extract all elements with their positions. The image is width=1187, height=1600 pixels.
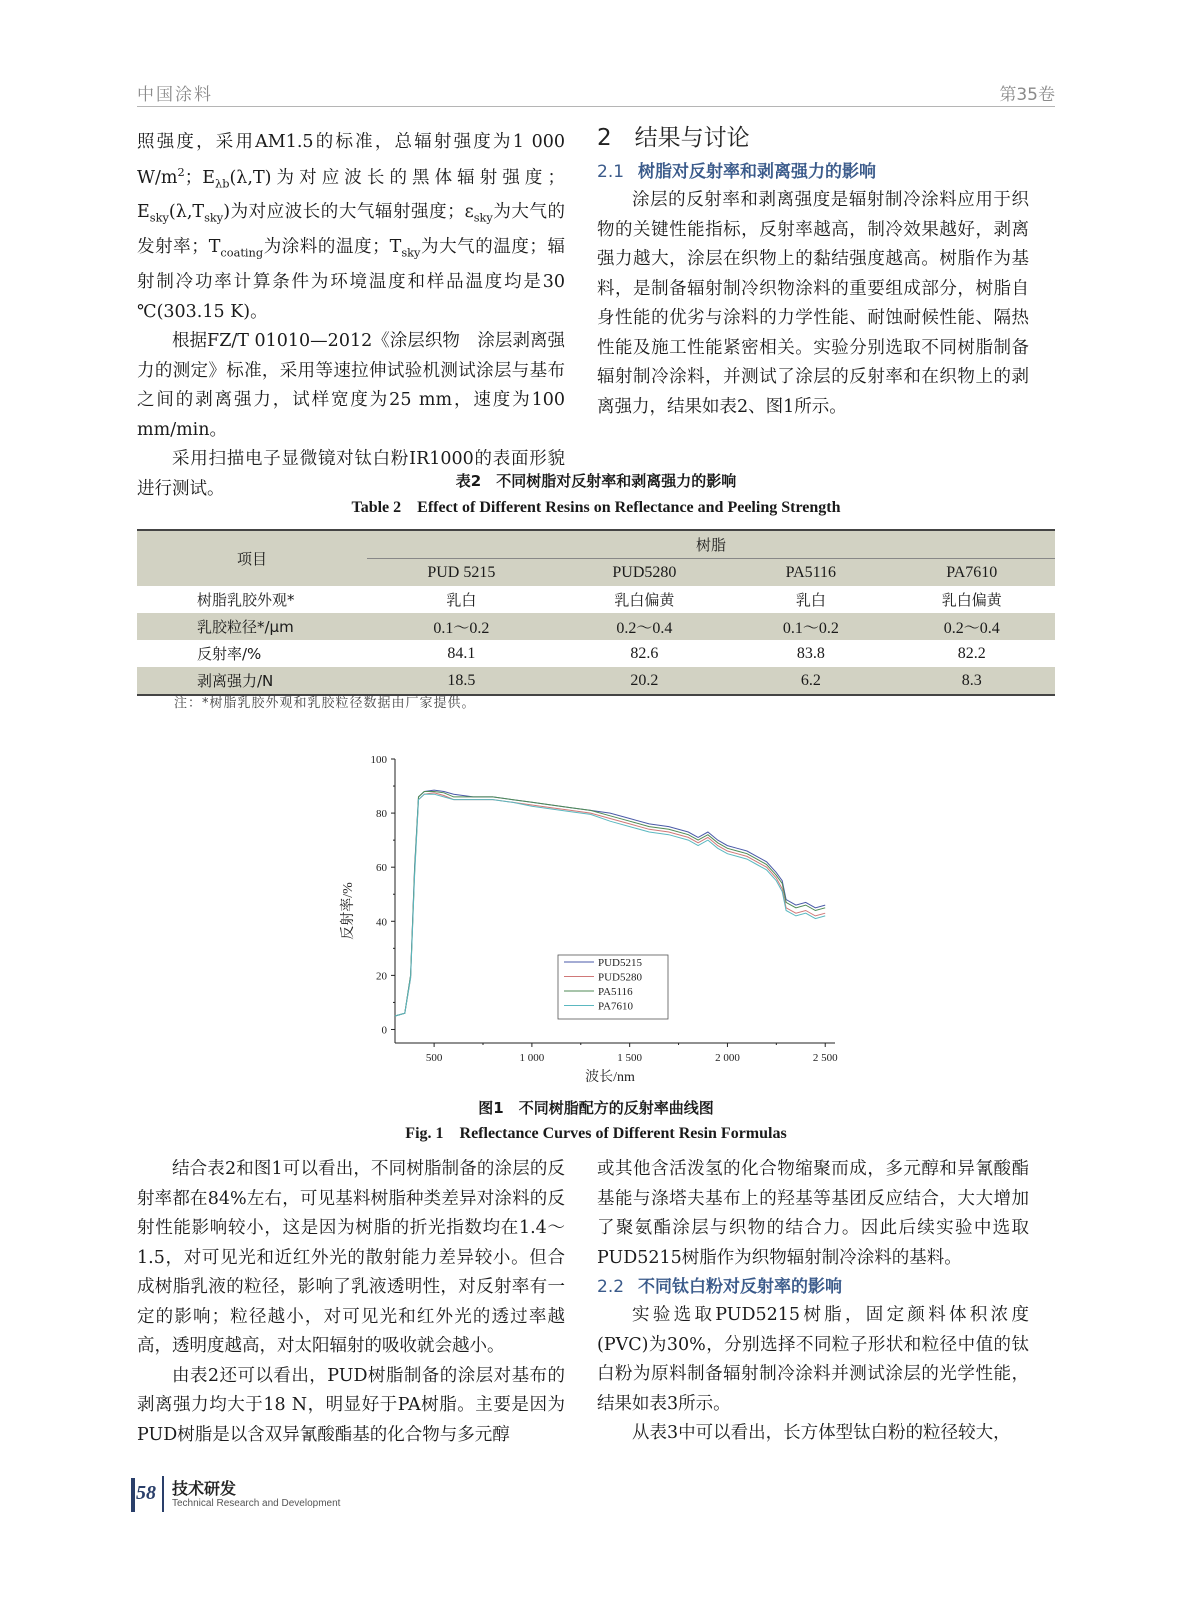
table-cell: 82.6 — [630, 644, 659, 662]
y-tick-label: 40 — [376, 916, 387, 929]
paragraph-discussion-2: 由表2还可以看出，PUD树脂制备的涂层对基布的剥离强力均大于18 N，明显好于PA树脂。主要是因为PUD树脂是以含双异氰酸酯基的化合物与多元醇 — [137, 1365, 565, 1445]
paragraph-discussion-1: 结合表2和图1可以看出，不同树脂制备的涂层的反射率都在84%左右，可见基料树脂种类差异对涂料的反射性能影响较小，这是因为树脂的折光指数均在1.4～1.5，对可见光和近红外光的散射能力差异较小。但合成树脂乳液的粒径，影响了乳液透明性，对反射率有一定的影响；粒径越小，对可见光和红外光的透过率越高，透明度越高，对太阳辐射的吸收就会越小。 — [137, 1159, 565, 1356]
y-tick-label: 0 — [381, 1024, 387, 1037]
chart-axes — [340, 754, 850, 1085]
table-cell: 0.1～0.2 — [782, 620, 839, 637]
table-cell: 乳白 — [446, 591, 477, 609]
figure-caption-en: Fig. 1 Reflectance Curves of Different Resin Formulas — [405, 1125, 787, 1142]
chart-legend — [558, 955, 668, 1019]
x-axis-label: 波长/nm — [585, 1070, 635, 1085]
resin-table — [137, 529, 1055, 696]
header-divider — [137, 106, 1055, 107]
right-column-top — [597, 122, 1029, 422]
y-tick-label: 20 — [376, 970, 387, 983]
legend-label: PUD5280 — [598, 971, 643, 984]
section-title: 2 结果与讨论 — [597, 125, 750, 151]
paragraph-peel-method: 根据FZ/T 01010—2012《涂层织物 涂层剥离强力的测定》标准，采用等速拉伸试验机测试涂层与基布之间的剥离强力，试样宽度为25 mm，速度为100 mm/min。 — [137, 331, 565, 440]
column-header: PUD 5215 — [427, 563, 496, 581]
table-cell: 乳白偏黄 — [614, 591, 675, 609]
x-tick-label: 500 — [425, 1052, 443, 1064]
legend-label: PA5116 — [598, 986, 633, 998]
table-cell: 0.2～0.4 — [616, 620, 673, 637]
y-tick-label: 60 — [376, 862, 387, 875]
page-number: 58 — [136, 1482, 156, 1504]
figure-caption-cn: 图1 不同树脂配方的反射率曲线图 — [478, 1099, 714, 1117]
reflectance-chart — [330, 745, 850, 1095]
paragraph-discussion-3: 或其他含活泼氢的化合物缩聚而成，多元醇和异氰酸酯基能与涤塔夫基布上的羟基等基团反应结合，大大增加了聚氨酯涂层与织物的结合力。因此后续实验中选取PUD5215树脂作为织物辐射制冷涂料的基料。 — [597, 1159, 1029, 1268]
table-cell: 6.2 — [733, 667, 888, 695]
row-label: 乳胶粒径*/μm — [197, 618, 294, 636]
table-cell: 乳白 — [795, 591, 826, 609]
table-cell: 20.2 — [556, 667, 734, 695]
paragraph-titanium-intro: 实验选取PUD5215树脂，固定颜料体积浓度(PVC)为30%，分别选择不同粒子形状和粒径中值的钛白粉为原料制备辐射制冷涂料并测试涂层的光学性能，结果如表3所示。 — [597, 1305, 1029, 1414]
table-cell: 83.8 — [796, 644, 825, 662]
journal-name: 中国涂料 — [137, 85, 213, 105]
legend-label: PA7610 — [598, 1000, 634, 1013]
table-row — [137, 667, 1055, 695]
paragraph-resin-intro: 涂层的反射率和剥离强度是辐射制冷涂料应用于织物的关键性能指标，反射率越高，制冷效果越好，剥离强力越大，涂层在织物上的黏结强度越高。树脂作为基料，是制备辐射制冷织物涂料的重要组成部分，树脂自身性能的优劣与涂料的力学性能、耐蚀耐候性能、隔热性能及施工性能紧密相关。实验分别选取不同树脂制备辐射制冷涂料，并测试了涂层的反射率和在织物上的剥离强力，结果如表2、图1所示。 — [597, 190, 1029, 417]
row-label: 树脂乳胶外观* — [197, 591, 295, 609]
left-column-top — [137, 128, 565, 504]
item-header: 项目 — [137, 530, 367, 586]
table-cell: 18.5 — [367, 667, 556, 695]
subsection-title-2-2: 2.2 不同钛白粉对反射率的影响 — [597, 1277, 843, 1297]
table-row — [137, 613, 1055, 640]
table-header-row — [137, 530, 1055, 559]
x-tick-label: 1 000 — [519, 1052, 545, 1064]
volume-label: 第35卷 — [999, 85, 1055, 105]
row-label: 反射率/% — [197, 645, 262, 663]
subsection-title-2-1: 2.1 树脂对反射率和剥离强力的影响 — [597, 162, 877, 182]
footer-divider — [162, 1476, 164, 1512]
y-axis-label: 反射率/% — [341, 882, 356, 940]
table-caption-cn: 表2 不同树脂对反射率和剥离强力的影响 — [455, 472, 737, 490]
legend-label: PUD5215 — [598, 957, 643, 969]
table-cell: 8.3 — [889, 667, 1055, 695]
table-cell: 0.2～0.4 — [943, 620, 1000, 637]
column-header: PA7610 — [946, 563, 998, 581]
table-cell: 乳白偏黄 — [941, 591, 1002, 609]
resin-group-header: 树脂 — [367, 530, 1055, 559]
footer-section-en: Technical Research and Development — [172, 1498, 341, 1509]
table-cell: 84.1 — [447, 644, 476, 662]
column-header: PA5116 — [785, 563, 837, 581]
footer-section-cn: 技术研发 — [172, 1479, 237, 1498]
table-row — [137, 640, 1055, 667]
table-caption-en: Table 2 Effect of Different Resins on Reflectance and Peeling Strength — [351, 499, 841, 516]
x-tick-label: 2 000 — [715, 1052, 740, 1064]
table-cell: 82.2 — [957, 644, 986, 662]
x-tick-label: 1 500 — [617, 1052, 643, 1064]
row-label: 剥离强力/N — [137, 667, 367, 695]
footer-bar — [131, 1478, 135, 1512]
y-tick-label: 80 — [376, 808, 387, 821]
y-tick-label: 100 — [370, 754, 387, 766]
paragraph-formula-notes: 照强度，采用AM1.5的标准，总辐射强度为1 000 $W/m^2$；$E_{\lambda b}(\lambda,T)$为对应波长的黑体辐射强度；$E_{sky}(\lambda,T_{sky})$为对应波长的大气辐射强度；$\varepsilon_{sky}$为大气的发射率；$T_{coating}$为涂料的温度；$T_{sky}$为大气的温度；辐射制冷功率计算条件为环境温度和样品温度均是30 ℃(303.15 K)。 — [137, 132, 566, 322]
right-column-bottom — [597, 1155, 1029, 1449]
paragraph-table3-intro: 从表3中可以看出，长方体型钛白粉的粒径较大， — [632, 1423, 1011, 1443]
table-note: 注：*树脂乳胶外观和乳胶粒径数据由厂家提供。 — [174, 696, 476, 711]
table-cell: 0.1～0.2 — [433, 620, 490, 637]
x-tick-label: 2 500 — [812, 1052, 838, 1064]
column-header: PUD5280 — [612, 563, 677, 581]
left-column-bottom — [137, 1155, 565, 1450]
paragraph-sem-method: 采用扫描电子显微镜对钛白粉IR1000的表面形貌进行测试。 — [137, 449, 565, 499]
table-row — [137, 586, 1055, 613]
